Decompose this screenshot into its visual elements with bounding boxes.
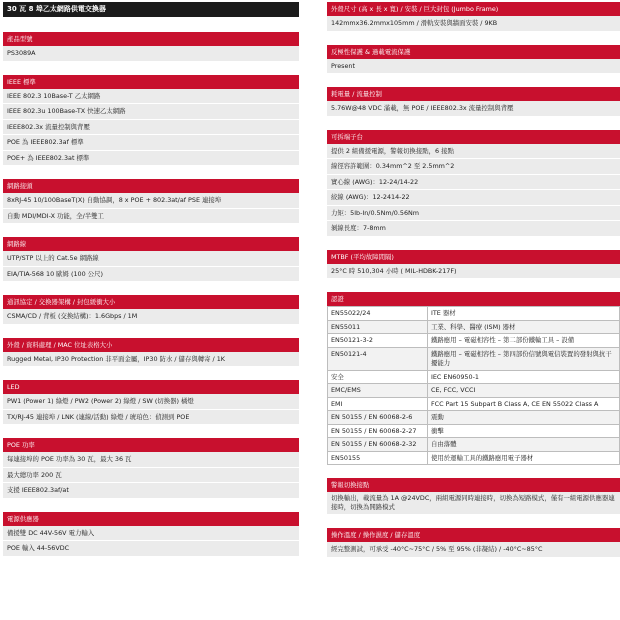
section-ports xyxy=(3,179,299,224)
cert-desc: FCC Part 15 Subpart B Class A, CE EN 55022 Class A xyxy=(428,397,620,411)
cert-desc: 工業、科學、醫療 (ISM) 器材 xyxy=(428,320,620,334)
spec-row: 142mmx36.2mmx105mm / 滑軌安裝與牆面安裝 / 9KB xyxy=(327,16,620,32)
section-terminal xyxy=(327,130,620,237)
spec-row: 線徑容許範圍：0.34mm^2 至 2.5mm^2 xyxy=(327,159,620,175)
cert-desc: CE, FCC, VCCI xyxy=(428,384,620,398)
section-led xyxy=(3,380,299,425)
table-row xyxy=(328,370,620,384)
spec-row: 25°C 時 510,304 小時 ( MIL-HDBK-217F) xyxy=(327,264,620,280)
section-header: 外殼尺寸 (高 x 長 x 寬) / 安裝 / 巨大封包 (Jumbo Frame) xyxy=(327,2,620,16)
section-header: 網路線 xyxy=(3,237,299,251)
cert-standard: EN 50155 / EN 60068-2-32 xyxy=(328,438,428,452)
cert-desc: 震動 xyxy=(428,411,620,425)
table-row xyxy=(328,347,620,370)
section-cable xyxy=(3,237,299,282)
spec-row: IEEE 802.3 10Base-T 乙太網路 xyxy=(3,89,299,105)
section-protocol xyxy=(3,295,299,325)
section-poe-power xyxy=(3,438,299,499)
section-consumption xyxy=(327,87,620,117)
cert-standard: EN50155 xyxy=(328,451,428,465)
cert-standard: EN55011 xyxy=(328,320,428,334)
spec-row: TX/RJ-45 連接埠 / LNK (連線/活動) 綠燈 / 琥珀色：偵測到 POE xyxy=(3,410,299,426)
section-header: IEEE 標準 xyxy=(3,75,299,89)
section-housing xyxy=(3,338,299,368)
right-column xyxy=(327,2,620,558)
spec-row: 絞線 (AWG)：12-2414-22 xyxy=(327,190,620,206)
section-header: 可拆端子台 xyxy=(327,130,620,144)
table-row xyxy=(328,424,620,438)
section-header: 產品型號 xyxy=(3,32,299,46)
spec-row: POE+ 為 IEEE802.3at 標準 xyxy=(3,151,299,167)
section-header: 認證 xyxy=(327,292,620,306)
spec-row: 自動 MDI/MDI-X 功能，全/半雙工 xyxy=(3,209,299,225)
section-reverse-polarity xyxy=(327,45,620,75)
spec-row: Rugged Metal, IP30 Protection 非平面金屬，IP30 防水 / 儲存與轉寄 / 1K xyxy=(3,352,299,368)
spec-row: 5.76W@48 VDC 滿載，無 POE / IEEE802.3x 流量控制與背壓 xyxy=(327,101,620,117)
table-row xyxy=(328,451,620,465)
spec-row: 經完整測試，可承受 -40°C~75°C / 5% 至 95% (非凝結) / -40°C~85°C xyxy=(327,542,620,558)
cert-desc: 自由落體 xyxy=(428,438,620,452)
table-row xyxy=(328,438,620,452)
cert-standard: EN 50155 / EN 60068-2-27 xyxy=(328,424,428,438)
cert-desc: ITE 器材 xyxy=(428,307,620,321)
section-header: 反極性保護 & 過載電流保護 xyxy=(327,45,620,59)
cert-desc: 鐵路應用 – 電磁相容性 – 第四部份信號與電信裝置的發射與抗干擾能力 xyxy=(428,347,620,370)
table-row xyxy=(328,411,620,425)
section-header: 警報切換接點 xyxy=(327,478,620,492)
spec-row: 最大總功率 200 瓦 xyxy=(3,468,299,484)
cert-standard: 安全 xyxy=(328,370,428,384)
cert-standard: EN 50155 / EN 60068-2-6 xyxy=(328,411,428,425)
section-temperature xyxy=(327,528,620,558)
cert-desc: 使用於運輸工具的鐵路應用電子器材 xyxy=(428,451,620,465)
spec-row: IEEE 802.3u 100Base-TX 快速乙太網路 xyxy=(3,104,299,120)
cert-standard: EN50121-3-2 xyxy=(328,334,428,348)
spec-row: 實心線 (AWG)：12-24/14-22 xyxy=(327,175,620,191)
section-header: 操作溫度 / 操作濕度 / 儲存溫度 xyxy=(327,528,620,542)
section-header: 通訊協定 / 交換器架構 / 封包緩衝大小 xyxy=(3,295,299,309)
section-certs xyxy=(327,292,620,465)
spec-row: Present xyxy=(327,59,620,75)
spec-row: 每連接埠的 POE 功率為 30 瓦，最大 36 瓦 xyxy=(3,452,299,468)
table-row xyxy=(328,384,620,398)
section-power-supply xyxy=(3,512,299,557)
section-header: 耗電量 / 流量控制 xyxy=(327,87,620,101)
spec-row: 支援 IEEE802.3af/at xyxy=(3,483,299,499)
section-header: 網路接頭 xyxy=(3,179,299,193)
section-header: MTBF (平均故障間隔) xyxy=(327,250,620,264)
table-row xyxy=(328,307,620,321)
spec-row: 提供 2 組備援電源，警報切換接點，6 接點 xyxy=(327,144,620,160)
page-title: 30 瓦 8 埠乙太網路供電交換器 xyxy=(3,2,299,17)
spec-row: CSMA/CD / 背板 (交換結構)：1.6Gbps / 1M xyxy=(3,309,299,325)
spec-row: PS3089A xyxy=(3,46,299,62)
section-ieee xyxy=(3,75,299,167)
cert-table xyxy=(327,306,620,465)
spec-row: PW1 (Power 1) 綠燈 / PW2 (Power 2) 綠燈 / SW (切換器) 橘燈 xyxy=(3,394,299,410)
cert-standard: EN55022/24 xyxy=(328,307,428,321)
section-header: LED xyxy=(3,380,299,394)
spec-row: POE 為 IEEE802.3af 標準 xyxy=(3,135,299,151)
section-alarm xyxy=(327,478,620,515)
cert-desc: IEC EN60950-1 xyxy=(428,370,620,384)
cert-standard: EMI xyxy=(328,397,428,411)
spec-row: 力矩：5lb-In/0.5Nm/0.56Nm xyxy=(327,206,620,222)
section-dimensions xyxy=(327,2,620,32)
section-mtbf xyxy=(327,250,620,280)
cert-standard: EN50121-4 xyxy=(328,347,428,370)
cert-desc: 衝擊 xyxy=(428,424,620,438)
section-header: 外殼 / 資料處理 / MAC 位址表格大小 xyxy=(3,338,299,352)
cert-standard: EMC/EMS xyxy=(328,384,428,398)
section-model xyxy=(3,32,299,62)
table-row xyxy=(328,320,620,334)
section-header: POE 功率 xyxy=(3,438,299,452)
table-row xyxy=(328,397,620,411)
spec-row: 備援雙 DC 44V-56V 電力輸入 xyxy=(3,526,299,542)
table-row xyxy=(328,334,620,348)
section-header: 電源供應器 xyxy=(3,512,299,526)
left-column xyxy=(3,2,299,557)
cert-desc: 鐵路應用 – 電磁相容性 – 第二部份鐵輪工具 – 設備 xyxy=(428,334,620,348)
spec-row: POE 輸入 44-56VDC xyxy=(3,541,299,557)
spec-row: IEEE802.3x 流量控制與背壓 xyxy=(3,120,299,136)
spec-row: 剝線長度：7-8mm xyxy=(327,221,620,237)
spec-row: 8xRJ-45 10/100BaseT(X) 自動協調，8 x POE + 802.3at/af PSE 連接埠 xyxy=(3,193,299,209)
spec-row: UTP/STP 以上的 Cat.5e 網路線 xyxy=(3,251,299,267)
spec-row: EIA/TIA-568 10 歐姆 (100 公尺) xyxy=(3,267,299,283)
spec-row: 切換輸出，載流量為 1A @24VDC，兩組電源同時連接時，切換為短路模式，僅有一組電源供應器連接時，切換為開路模式 xyxy=(327,492,620,515)
